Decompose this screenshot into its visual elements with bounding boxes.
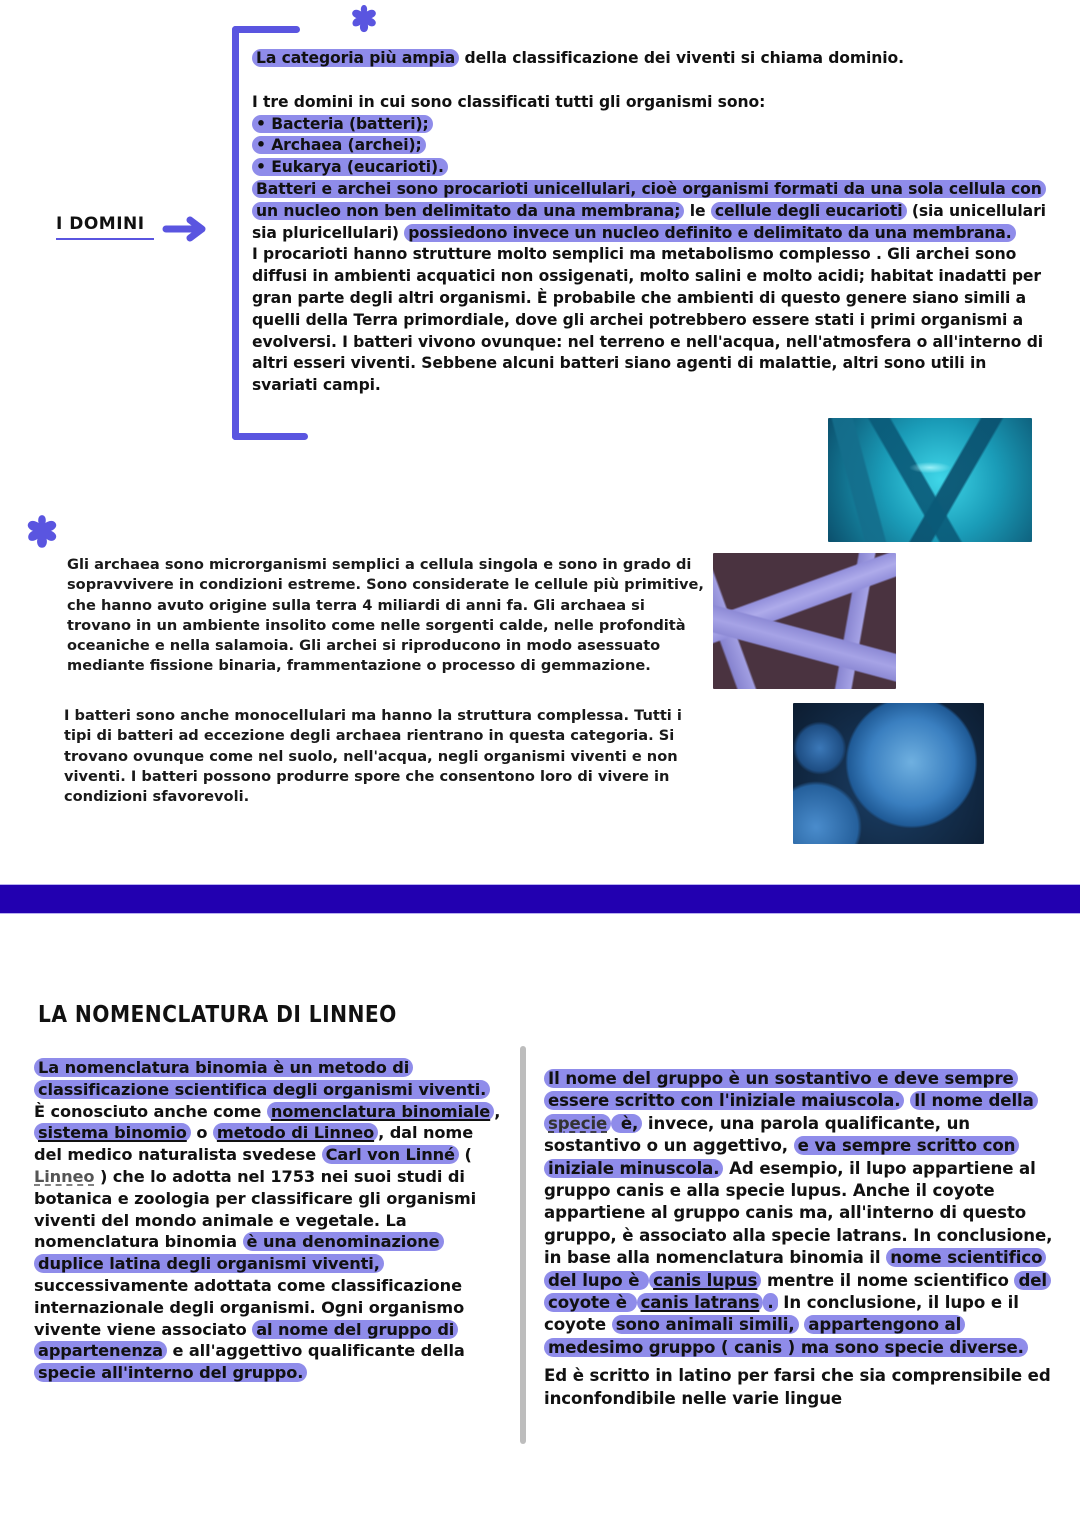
closing-paragraph: Ed è scritto in latino per farsi che sia comprensibile ed inconfondibile nelle varie lingue	[544, 1366, 1051, 1408]
side-label-domini: I DOMINI	[56, 214, 154, 240]
batteri-paragraph: I batteri sono anche monocellulari ma hanno la struttura complessa. Tutti i tipi di batteri ad eccezione degli archaea rientrano in questa categoria. Si trovano ovunque come nel suolo, nell'acqua, negli organismi viventi e non viventi. I batteri possono produrre spore che consentono loro di vivere in condizioni sfavorevoli.	[64, 707, 682, 806]
domain-item-eukarya: • Eukarya (eucarioti).	[252, 157, 1052, 179]
cocci-blue-spheres-image	[793, 703, 984, 844]
bacteria-cyan-rods-image	[828, 418, 1032, 542]
linneo-left-column: La nomenclatura binomia è un metodo di classificazione scientifica degli organismi viventi. È conosciuto anche come nomenclatura binomiale , sistema binomio o metodo di Linneo , dal nome del medico naturalista svedese Carl von Linné ( Linneo ) che lo adotta nel 1753 nei suoi studi di botanica e zoologia per classificare gli organismi viventi del mondo animale e vegetale. La nomenclatura binomia è una denominazione duplice latina degli organismi viventi, successivamente adottata come classificazione internazionale degli organismi. Ogni organismo vivente viene associato al nome del gruppo di appartenenza e all'aggettivo qualificante della specie all'interno del gruppo.	[34, 1058, 501, 1383]
domain-item-bacteria: • Bacteria (batteri);	[252, 114, 1052, 136]
flower-star-icon	[24, 514, 60, 550]
linneo-right-column	[544, 1068, 1054, 1410]
column-divider	[520, 1046, 526, 1444]
bracket-bottom	[232, 433, 308, 440]
section-title-linneo: LA NOMENCLATURA DI LINNEO	[38, 1002, 397, 1028]
linneo-term: Linneo	[34, 1166, 95, 1186]
procarioti-description: I procarioti hanno strutture molto semplici ma metabolismo complesso . Gli archei sono diffusi in ambienti acquatici non ossigenati, molto salini e molto acidi; habitat inadatti per gran parte degli altri organismi. È probabile che ambienti di questo genere siano simili a quelli della Terra primordiale, dove gli archei potrebbero essere stati i primi organismi a evolversi. I batteri vivono ovunque: nel terreno e nell'acqua, nell'atmosfera o all'interno di altri esseri viventi. Sebbene alcuni batteri siano agenti di malattie, altri sono utili in svariati campi.	[252, 245, 1044, 395]
procarioti-paragraph: Batteri e archei sono procarioti unicellulari, cioè organismi formati da una sola cellula con un nucleo non ben delimitato da una membrana; le cellule degli eucarioti (sia unicellulari sia pluricellulari) possiedono invece un nucleo definito e delimitato da una membrana.	[252, 179, 1046, 242]
flower-star-icon	[349, 4, 379, 34]
right-paragraph: Il nome del gruppo è un sostantivo e deve sempre essere scritto con l'iniziale maiuscola. Il nome della specie è, invece, una parola qualificante, un sostantivo o un aggettivo, e va sempre scritto con iniziale minuscola. Ad esempio, il lupo appartiene al gruppo canis e alla specie lupus. Anche il coyote appartiene al gruppo canis ma, all'interno di questo gruppo, è associato alla specie latrans. In conclusione, in base alla nomenclatura binomia il nome scientifico del lupo è canis lupus mentre il nome scientifico del coyote è canis latrans . In conclusione, il lupo e il coyote sono animali simili, appartengono al medesimo gruppo ( canis ) ma sono specie diverse.	[544, 1069, 1053, 1357]
highlight: La categoria più ampia	[252, 49, 459, 67]
bracket-vertical	[232, 26, 239, 440]
intro-line: La categoria più ampia della classificazione dei viventi si chiama dominio.	[252, 48, 1052, 70]
list-intro: I tre domini in cui sono classificati tutti gli organismi sono:	[252, 92, 766, 111]
specie-term: specie	[544, 1114, 611, 1133]
archaea-paragraph: Gli archaea sono microrganismi semplici a cellula singola e sono in grado di sopravvivere in condizioni estreme. Sono considerate le cellule più primitive, che hanno avuto origine sulla terra 4 miliardi di anni fa. Gli archaea si trovano in un ambiente insolito come nelle sorgenti calde, nelle profondità oceaniche e nella salamoia. Gli archei si riproducono in modo asessuato mediante fissione binaria, frammentazione o processo di gemmazione.	[67, 556, 704, 675]
arrow-right-icon	[162, 216, 208, 242]
domain-item-archaea: • Archaea (archei);	[252, 135, 1052, 157]
bacteria-purple-rods-image	[713, 553, 896, 689]
section-divider-band	[0, 884, 1080, 914]
bracket-top	[232, 26, 300, 33]
domini-text-block	[252, 48, 1052, 397]
